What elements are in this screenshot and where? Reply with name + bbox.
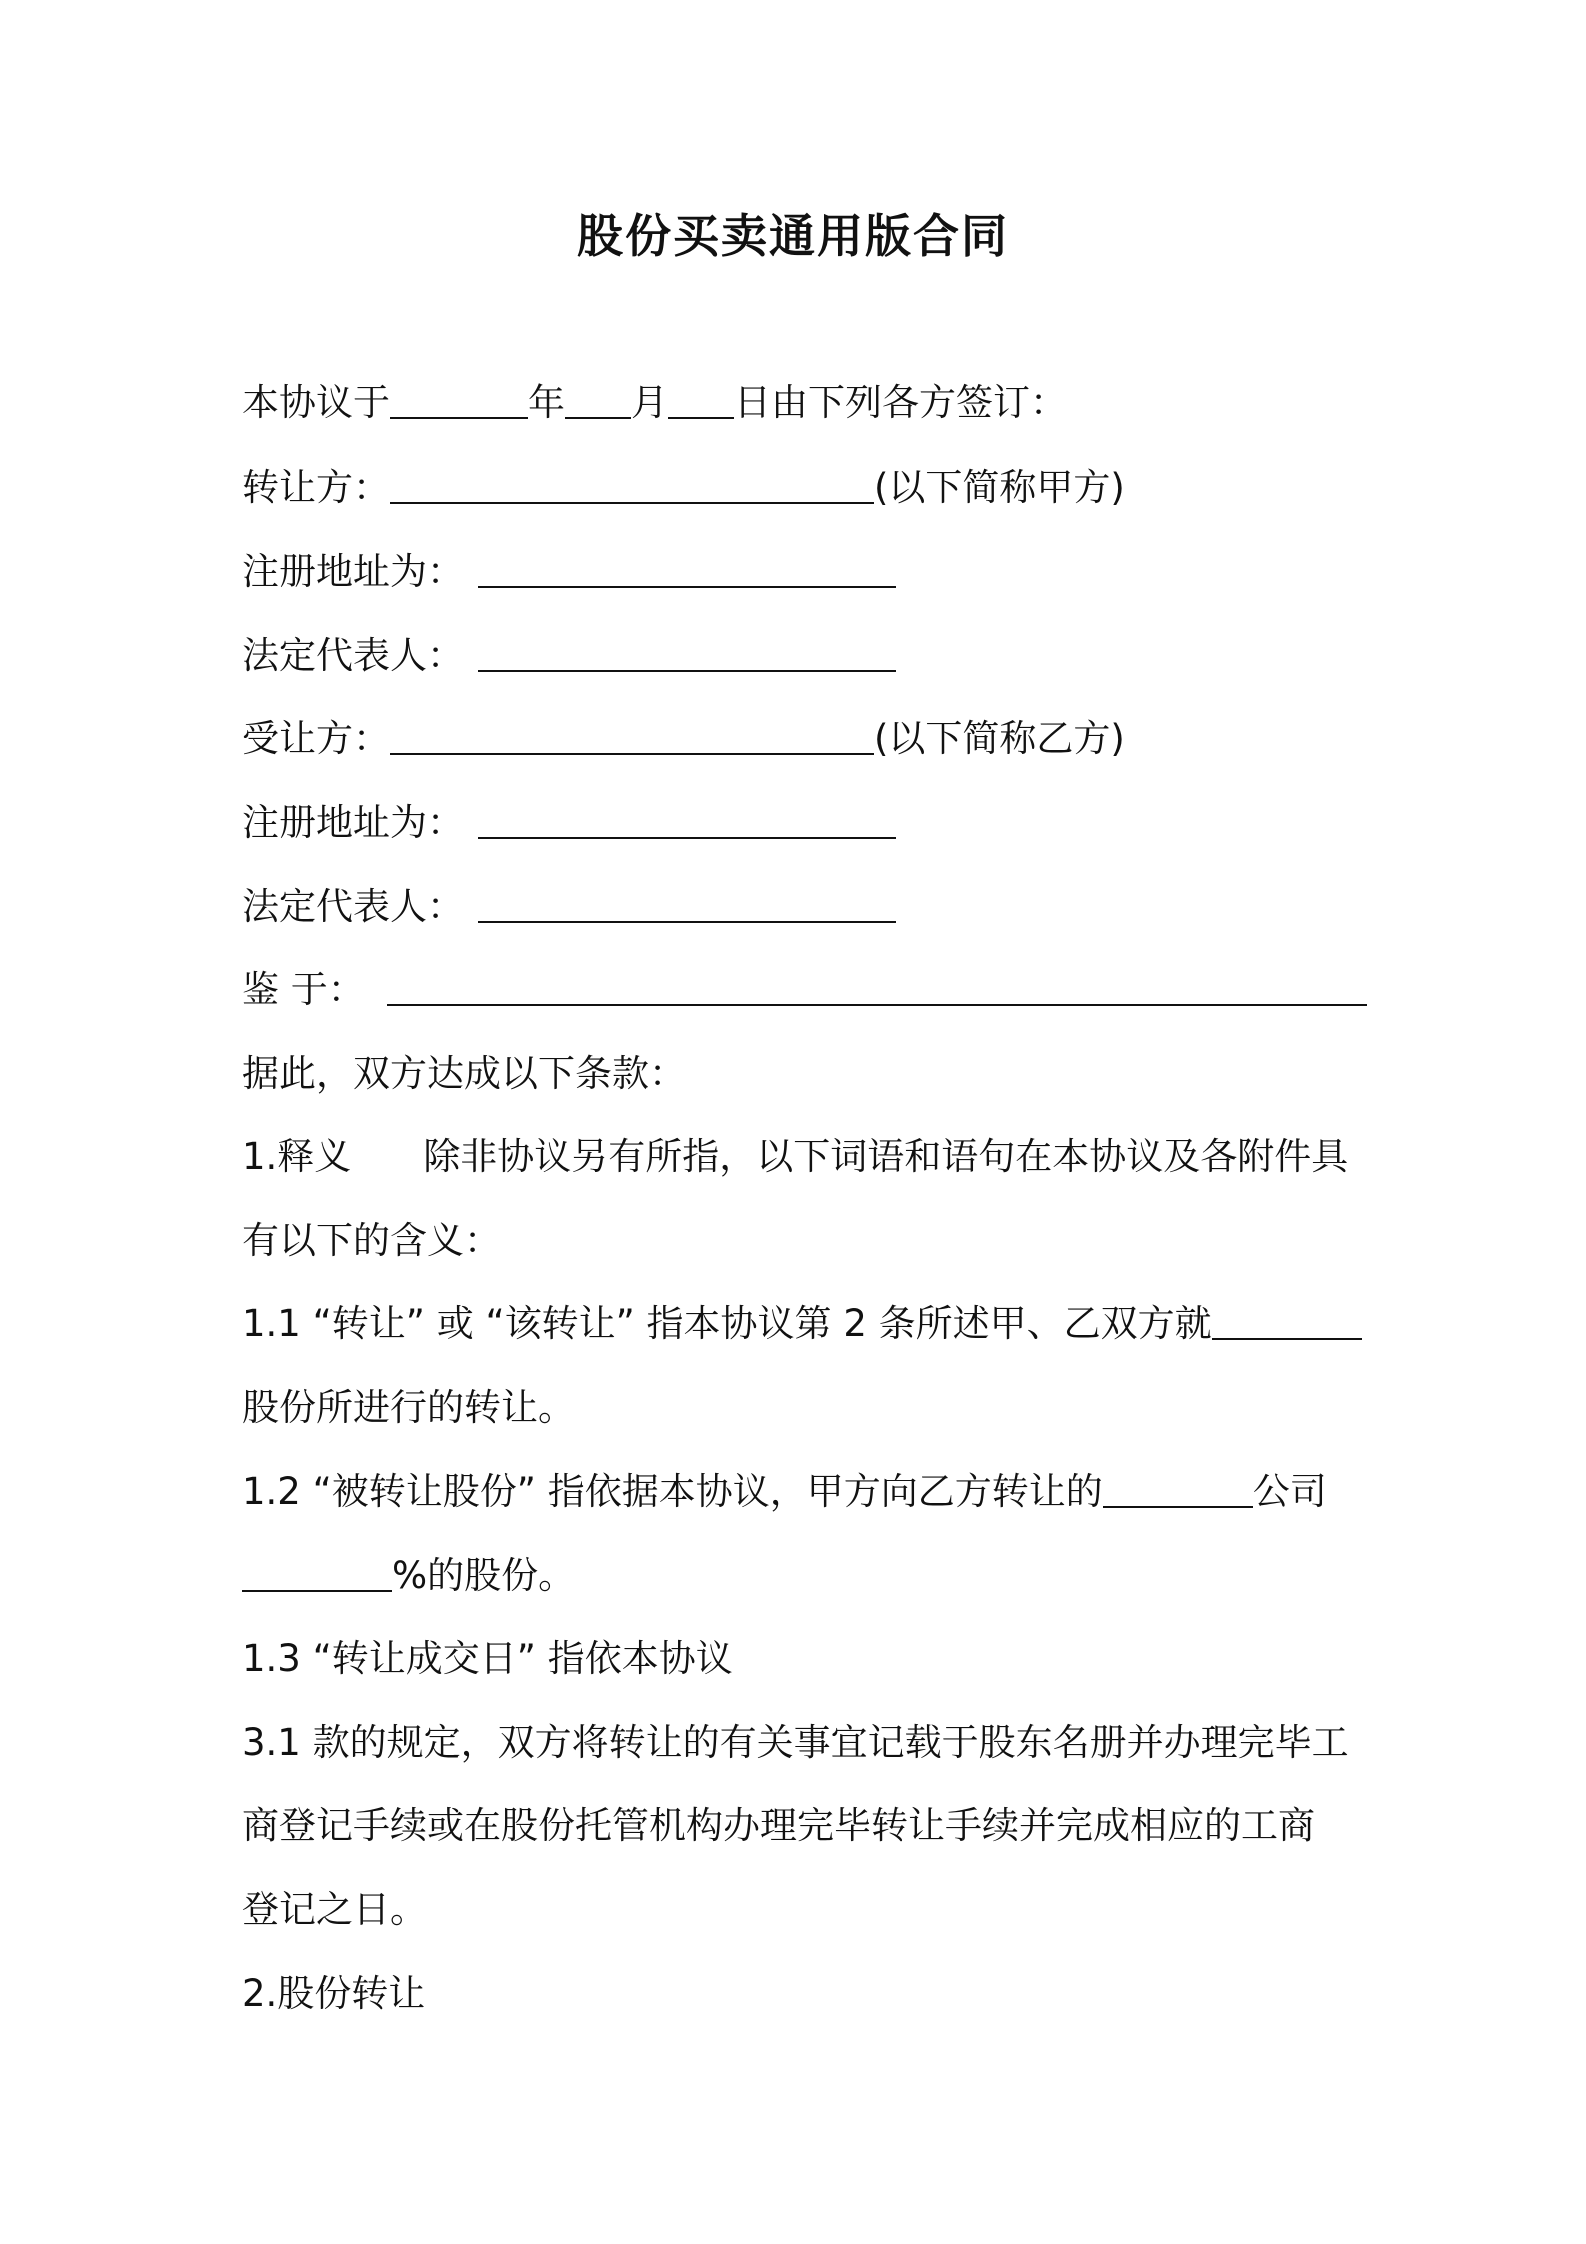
clause-1-2-line2 [242,1548,575,1604]
transferee-address-line [242,795,896,851]
year-blank[interactable] [390,375,528,419]
clause-1-1-blank[interactable] [1212,1296,1362,1340]
clause-3-1-line1: 3.1 款的规定，双方将转让的有关事宜记载于股东名册并办理完毕工 [242,1721,1349,1764]
date-suffix: 日由下列各方签订： [734,381,1067,424]
transferor-address-blank[interactable] [478,544,896,588]
transferor-address-label: 注册地址为： [242,550,464,593]
section1-text-line1: 除非协议另有所指，以下词语和语句在本协议及各附件具 [423,1135,1349,1178]
clause-3-1-line2: 商登记手续或在股份托管机构办理完毕转让手续并完成相应的工商 [242,1804,1315,1847]
section1-heading: 1.释义 [242,1135,352,1178]
transferee-rep-label: 法定代表人： [242,885,464,928]
transferee-rep-blank[interactable] [478,879,896,923]
clause-1-2-company: 公司 [1252,1470,1327,1513]
clause-3-1-line3: 登记之日。 [242,1888,427,1931]
date-prefix: 本协议于 [242,381,390,424]
transferor-rep-label: 法定代表人： [242,634,464,677]
clause-1-1-line1 [242,1296,1362,1352]
transferor-rep-blank[interactable] [478,628,896,672]
transferor-label: 转让方： [242,466,390,509]
clause-1-1-line2: 股份所进行的转让。 [242,1386,575,1429]
whereas-label: 鉴 于： [242,968,365,1011]
transferee-address-blank[interactable] [478,795,896,839]
clauses-intro: 据此，双方达成以下条款： [242,1052,686,1095]
clause-1-2-company-blank[interactable] [1103,1464,1253,1508]
transferee-line [242,711,1125,767]
clause-1-2-percent-blank[interactable] [242,1548,392,1592]
transferor-blank[interactable] [390,460,874,504]
clause-1-2-percent-text: %的股份。 [392,1554,576,1597]
section2-heading: 2.股份转让 [242,1972,426,2015]
day-blank[interactable] [668,375,734,419]
section1-text-line2: 有以下的含义： [242,1219,501,1262]
transferor-note: (以下简称甲方) [874,466,1125,509]
agreement-date-line [242,375,1067,431]
month-blank[interactable] [565,375,631,419]
transferor-line [242,460,1125,516]
whereas-blank[interactable] [387,962,1367,1006]
month-label: 月 [631,381,668,424]
transferee-label: 受让方： [242,717,390,760]
clause-1-2-line1 [242,1464,1327,1520]
whereas-line [242,962,1367,1018]
transferor-address-line [242,544,896,600]
transferee-rep-line [242,879,896,935]
clause-1-1-text: 1.1 “转让” 或 “该转让” 指本协议第 2 条所述甲、乙双方就 [242,1302,1212,1345]
clause-1-2-text: 1.2 “被转让股份” 指依据本协议，甲方向乙方转让的 [242,1470,1103,1513]
year-label: 年 [528,381,565,424]
transferee-blank[interactable] [390,711,874,755]
transferee-note: (以下简称乙方) [874,717,1125,760]
document-title: 股份买卖通用版合同 [577,209,1009,263]
clause-1-3: 1.3 “转让成交日” 指依本协议 [242,1637,733,1680]
transferor-rep-line [242,628,896,684]
section1-line [242,1129,1348,1185]
transferee-address-label: 注册地址为： [242,801,464,844]
